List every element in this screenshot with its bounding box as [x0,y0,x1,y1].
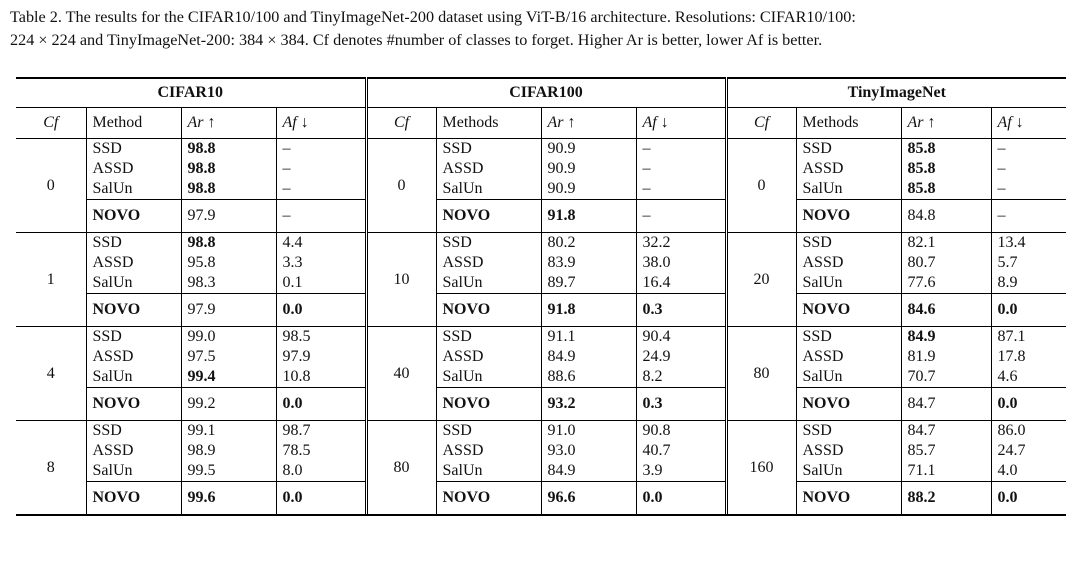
method-cell [436,327,541,388]
af-value: 4.4 [282,234,303,251]
cf-cell: 10 [366,233,436,327]
col-method: Method [86,108,181,139]
method-name: SSD [802,328,832,345]
method-name: SSD [802,234,832,251]
af-value: 3.9 [642,462,663,479]
dataset-header-cifar10: CIFAR10 [157,84,223,101]
novo-ar-value: 99.2 [181,388,276,421]
cf-cell: 40 [366,327,436,421]
ar-value: 85.8 [907,140,936,157]
af-value: 38.0 [642,254,671,271]
ar-cell [181,327,276,388]
ar-value: 81.9 [907,348,936,365]
af-value: 13.4 [997,234,1026,251]
method-name: ASSD [802,160,844,177]
results-table [16,77,1066,516]
method-cell [436,139,541,200]
ar-value: 98.3 [187,274,216,291]
novo-af-value: 0.0 [276,482,366,515]
af-cell [276,327,366,388]
method-name: ASSD [92,348,134,365]
method-name: ASSD [92,160,134,177]
novo-label: NOVO [436,388,541,421]
novo-label: NOVO [86,200,181,233]
method-name: ASSD [802,348,844,365]
method-name: ASSD [802,442,844,459]
ar-cell [541,233,636,294]
method-cell [86,327,181,388]
af-value: 90.4 [642,328,671,345]
method-name: SalUn [442,180,483,197]
table-row [16,233,1066,294]
novo-af-value: 0.0 [991,482,1066,515]
novo-af-value: 0.3 [636,294,726,327]
ar-cell [541,327,636,388]
cf-cell: 80 [726,327,796,421]
ar-value: 98.9 [187,442,216,459]
novo-ar-value: 91.8 [541,294,636,327]
method-name: SalUn [802,274,843,291]
ar-value: 80.7 [907,254,936,271]
caption-line-1: Table 2. The results for the CIFAR10/100 and TinyImageNet-200 dataset using ViT-B/16 architecture. Resolutions: CIFAR10/100: [10,8,856,26]
af-value: 98.7 [282,422,311,439]
table-row [16,421,1066,482]
method-cell [86,139,181,200]
ar-value: 84.9 [547,462,576,479]
col-method: Methods [796,108,901,139]
novo-ar-value: 88.2 [901,482,991,515]
method-name: SSD [802,422,832,439]
col-af: Af ↓ [276,108,366,139]
ar-value: 91.0 [547,422,576,439]
novo-ar-value: 84.6 [901,294,991,327]
af-value: 16.4 [642,274,671,291]
ar-value: 90.9 [547,160,576,177]
method-name: SSD [92,140,122,157]
method-name: ASSD [92,442,134,459]
ar-value: 98.8 [187,140,216,157]
novo-af-value: 0.3 [636,388,726,421]
table-row-novo [16,294,1066,327]
ar-value: 90.9 [547,180,576,197]
method-name: SalUn [802,368,843,385]
af-value: 4.0 [997,462,1018,479]
ar-value: 93.0 [547,442,576,459]
ar-value: 85.7 [907,442,936,459]
novo-ar-value: 93.2 [541,388,636,421]
ar-value: 97.5 [187,348,216,365]
method-name: SalUn [92,462,133,479]
novo-ar-value: 91.8 [541,200,636,233]
cf-cell: 4 [16,327,86,421]
ar-value: 98.8 [187,180,216,197]
novo-af-value: 0.0 [991,294,1066,327]
method-cell [86,233,181,294]
method-name: SSD [442,234,472,251]
ar-value: 80.2 [547,234,576,251]
ar-value: 91.1 [547,328,576,345]
dataset-header-cifar100: CIFAR100 [366,78,726,108]
dataset-header-tinyimagenet: TinyImageNet [726,78,1066,108]
af-value: – [642,140,651,157]
af-value: – [997,140,1006,157]
novo-label: NOVO [86,294,181,327]
novo-af-value: 0.0 [991,388,1066,421]
af-value: 24.9 [642,348,671,365]
af-cell [991,139,1066,200]
af-cell [991,233,1066,294]
method-name: ASSD [802,254,844,271]
ar-value: 99.5 [187,462,216,479]
ar-value: 90.9 [547,140,576,157]
method-name: SalUn [802,462,843,479]
af-value: 5.7 [997,254,1018,271]
method-name: SSD [442,328,472,345]
ar-cell [541,139,636,200]
cf-cell: 0 [726,139,796,233]
af-cell [991,327,1066,388]
method-cell [796,233,901,294]
ar-value: 99.4 [187,368,216,385]
af-value: – [997,180,1006,197]
af-value: 8.0 [282,462,303,479]
af-value: 8.9 [997,274,1018,291]
af-value: 24.7 [997,442,1026,459]
table-row [16,139,1066,200]
method-cell [436,421,541,482]
af-value: – [997,160,1006,177]
af-value: 32.2 [642,234,671,251]
method-cell [796,139,901,200]
col-cf: Cf [726,108,796,139]
af-value: – [282,140,291,157]
col-af: Af ↓ [991,108,1066,139]
ar-value: 84.9 [547,348,576,365]
method-name: SalUn [442,274,483,291]
novo-af-value: – [991,200,1066,233]
ar-value: 99.0 [187,328,216,345]
af-value: 90.8 [642,422,671,439]
results-body [16,139,1066,515]
ar-value: 85.8 [907,180,936,197]
table-row-novo [16,388,1066,421]
method-name: SalUn [442,462,483,479]
af-cell [276,233,366,294]
method-name: SSD [442,422,472,439]
col-ar: Ar ↑ [541,108,636,139]
cf-cell: 0 [16,139,86,233]
novo-af-value: 0.0 [276,294,366,327]
method-name: SSD [92,234,122,251]
af-cell [991,421,1066,482]
novo-label: NOVO [86,482,181,515]
af-value: 4.6 [997,368,1018,385]
caption-line-2: 224 × 224 and TinyImageNet-200: 384 × 384. Cf denotes #number of classes to forget. Higher Ar is better, lower Af is better. [10,31,823,49]
method-name: SSD [442,140,472,157]
col-cf: Cf [16,108,86,139]
novo-af-value: 0.0 [636,482,726,515]
method-name: ASSD [442,442,484,459]
col-method: Methods [436,108,541,139]
ar-value: 98.8 [187,234,216,251]
method-name: SSD [802,140,832,157]
method-name: SSD [92,422,122,439]
novo-ar-value: 97.9 [181,294,276,327]
af-cell [636,327,726,388]
method-name: SalUn [92,368,133,385]
af-value: – [282,180,291,197]
method-name: SalUn [92,274,133,291]
ar-value: 83.9 [547,254,576,271]
novo-label: NOVO [796,200,901,233]
col-af: Af ↓ [636,108,726,139]
ar-cell [901,327,991,388]
af-value: – [642,180,651,197]
af-value: 40.7 [642,442,671,459]
method-name: ASSD [442,348,484,365]
ar-cell [181,139,276,200]
table-row-novo [16,200,1066,233]
ar-cell [901,421,991,482]
ar-cell [901,139,991,200]
ar-value: 71.1 [907,462,936,479]
table-caption [10,6,1070,52]
method-name: SalUn [442,368,483,385]
novo-af-value: – [636,200,726,233]
af-value: 10.8 [282,368,311,385]
ar-cell [901,233,991,294]
method-cell [796,327,901,388]
table-row-novo [16,482,1066,515]
ar-value: 84.9 [907,328,936,345]
af-cell [636,421,726,482]
novo-label: NOVO [436,200,541,233]
cf-cell: 80 [366,421,436,515]
cf-cell: 0 [366,139,436,233]
cf-cell: 8 [16,421,86,515]
method-name: SalUn [802,180,843,197]
af-value: 97.9 [282,348,311,365]
ar-value: 70.7 [907,368,936,385]
novo-label: NOVO [796,482,901,515]
ar-value: 77.6 [907,274,936,291]
af-value: 78.5 [282,442,311,459]
ar-value: 85.8 [907,160,936,177]
method-name: SalUn [92,180,133,197]
af-value: 3.3 [282,254,303,271]
af-value: 87.1 [997,328,1026,345]
ar-cell [181,421,276,482]
ar-value: 89.7 [547,274,576,291]
novo-label: NOVO [796,294,901,327]
ar-value: 99.1 [187,422,216,439]
novo-ar-value: 84.7 [901,388,991,421]
cf-cell: 1 [16,233,86,327]
col-cf: Cf [366,108,436,139]
novo-ar-value: 99.6 [181,482,276,515]
col-ar: Ar ↑ [901,108,991,139]
af-cell [276,421,366,482]
novo-af-value: – [276,200,366,233]
af-value: – [642,160,651,177]
cf-cell: 20 [726,233,796,327]
ar-value: 98.8 [187,160,216,177]
method-name: SSD [92,328,122,345]
col-ar: Ar ↑ [181,108,276,139]
novo-label: NOVO [796,388,901,421]
ar-cell [541,421,636,482]
af-cell [636,233,726,294]
ar-value: 84.7 [907,422,936,439]
novo-af-value: 0.0 [276,388,366,421]
novo-label: NOVO [86,388,181,421]
af-cell [636,139,726,200]
af-value: 86.0 [997,422,1026,439]
cf-cell: 160 [726,421,796,515]
ar-value: 82.1 [907,234,936,251]
novo-label: NOVO [436,294,541,327]
af-value: – [282,160,291,177]
af-cell [276,139,366,200]
novo-label: NOVO [436,482,541,515]
method-name: ASSD [442,160,484,177]
novo-ar-value: 84.8 [901,200,991,233]
af-value: 98.5 [282,328,311,345]
af-value: 17.8 [997,348,1026,365]
ar-value: 88.6 [547,368,576,385]
ar-value: 95.8 [187,254,216,271]
novo-ar-value: 96.6 [541,482,636,515]
method-cell [796,421,901,482]
novo-ar-value: 97.9 [181,200,276,233]
method-cell [436,233,541,294]
ar-cell [181,233,276,294]
method-name: ASSD [442,254,484,271]
table-row [16,327,1066,388]
method-name: ASSD [92,254,134,271]
af-value: 8.2 [642,368,663,385]
method-cell [86,421,181,482]
af-value: 0.1 [282,274,303,291]
